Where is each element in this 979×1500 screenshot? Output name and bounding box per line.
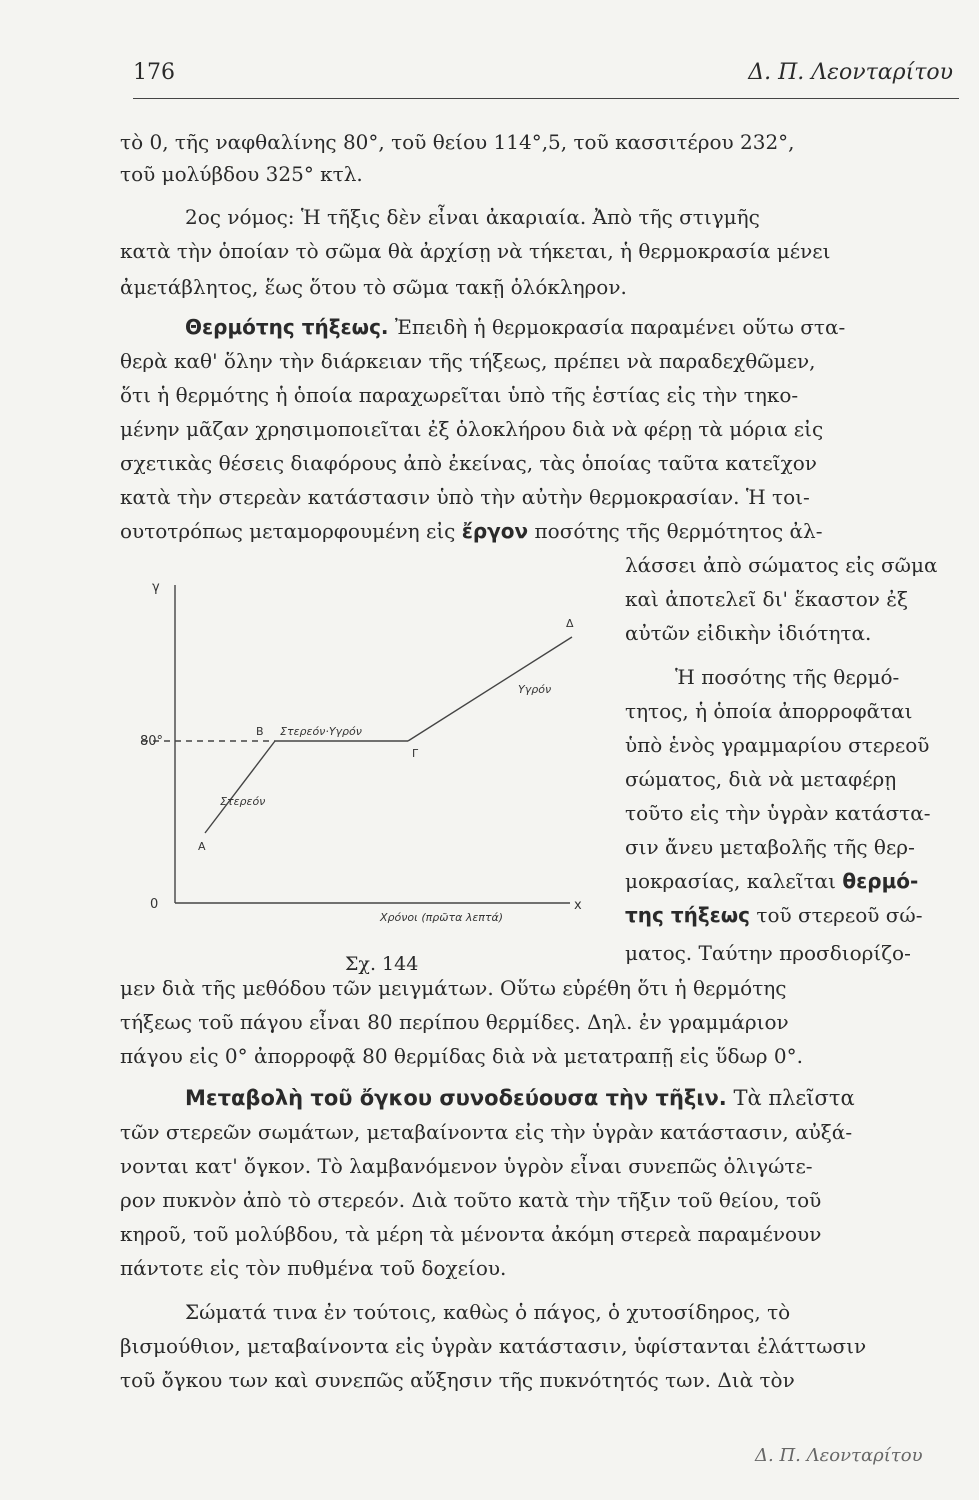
text-line: ἀμετάβλητος, ἕως ὅτου τὸ σῶμα τακῇ ὁλόκληρον. bbox=[120, 275, 627, 299]
text-line: τῶν στερεῶν σωμάτων, μεταβαίνοντα εἰς τὴν ὑγρὰν κατάστασιν, αὐξά- bbox=[120, 1120, 853, 1144]
text-line: βισμούθιον, μεταβαίνοντα εἰς ὑγρὰν κατάστασιν, ὑφίστανται ἐλάττωσιν bbox=[120, 1334, 867, 1358]
text-span: τοῦ στερεοῦ σώ- bbox=[750, 903, 923, 927]
solid-segment bbox=[205, 741, 275, 833]
text-span: Τὰ πλεῖστα bbox=[726, 1086, 855, 1110]
x-axis-label: x bbox=[574, 898, 582, 913]
origin-label: 0 bbox=[150, 897, 159, 912]
text-line: Σώματά τινα ἐν τούτοις, καθὼς ὁ πάγος, ὁ χυτοσίδηρος, τὸ bbox=[185, 1300, 791, 1324]
text-line: πάγου εἰς 0° ἀπορροφᾷ 80 θερμίδας διὰ νὰ μετατραπῇ εἰς ὕδωρ 0°. bbox=[120, 1044, 804, 1068]
text-line: τητος, ἡ ὁποία ἀπορροφᾶται bbox=[625, 699, 913, 723]
text-line: ὑπὸ ἑνὸς γραμμαρίου στερεοῦ bbox=[625, 733, 930, 757]
text-line: σιν ἄνευ μεταβολῆς τῆς θερ- bbox=[625, 835, 915, 859]
text-line: πάντοτε εἰς τὸν πυθμένα τοῦ δοχείου. bbox=[120, 1256, 507, 1280]
text-line bbox=[625, 867, 918, 895]
melting-curve-diagram bbox=[130, 575, 610, 955]
section1-first-line bbox=[185, 313, 845, 341]
text-span: Ἐπειδὴ ἡ θερμοκρασία παραμένει οὕτω στα- bbox=[388, 315, 846, 339]
text-line: σχετικὰς θέσεις διαφόρους ἀπὸ ἐκείνας, τὰς ὁποίας ταῦτα κατεῖχον bbox=[120, 451, 817, 475]
text-line: αὐτῶν εἰδικὴν ἰδιότητα. bbox=[625, 621, 872, 645]
text-line: καὶ ἀποτελεῖ δι' ἕκαστον ἐξ bbox=[625, 587, 909, 611]
point-B: B bbox=[256, 725, 264, 738]
label-liquid: Υγρόν bbox=[518, 683, 552, 696]
text-line: τοῦτο εἰς τὴν ὑγρὰν κατάστα- bbox=[625, 801, 931, 825]
text-line: τήξεως τοῦ πάγου εἶναι 80 περίπου θερμίδες. Δηλ. ἐν γραμμάριον bbox=[120, 1010, 789, 1034]
text-line: νονται κατ' ὄγκον. Τὸ λαμβανόμενον ὑγρὸν εἶναι συνεπῶς ὀλιγώτε- bbox=[120, 1154, 813, 1178]
page-header bbox=[133, 58, 959, 99]
label-mixed: Στερεόν·Υγρόν bbox=[280, 725, 362, 738]
section2-heading: Μεταβολὴ τοῦ ὄγκου συνοδεύουσα τὴν τῆξιν. bbox=[185, 1086, 727, 1110]
text-line: τοῦ ὄγκου των καὶ συνεπῶς αὔξησιν τῆς πυκνότητός των. Διὰ τὸν bbox=[120, 1368, 795, 1392]
page-number: 176 bbox=[133, 60, 175, 85]
text-line: ρον πυκνὸν ἀπὸ τὸ στερεόν. Διὰ τοῦτο κατὰ τὴν τῆξιν τοῦ θείου, τοῦ bbox=[120, 1188, 822, 1212]
section1-heading: Θερμότης τήξεως. bbox=[185, 315, 389, 339]
text-line: Ἡ ποσότης τῆς θερμό- bbox=[675, 665, 900, 689]
term-bold: θερμό- bbox=[842, 869, 919, 893]
text-line: θερὰ καθ' ὅλην τὴν διάρκειαν τῆς τήξεως, πρέπει νὰ παραδεχθῶμεν, bbox=[120, 349, 816, 373]
text-line: κατὰ τὴν στερεὰν κατάστασιν ὑπὸ τὴν αὐτὴν θερμοκρασίαν. Ἡ τοι- bbox=[120, 485, 810, 509]
text-span: μοκρασίας, καλεῖται bbox=[625, 869, 843, 893]
section2-first-line bbox=[185, 1084, 855, 1112]
text-line: μεν διὰ τῆς μεθόδου τῶν μειγμάτων. Οὕτω εὑρέθη ὅτι ἡ θερμότης bbox=[120, 976, 787, 1000]
point-G: Γ bbox=[412, 747, 419, 760]
running-head: Δ. Π. Λεονταρίτου bbox=[748, 60, 953, 85]
text-line: τοῦ μολύβδου 325° κτλ. bbox=[120, 162, 363, 186]
text-line: κατὰ τὴν ὁποίαν τὸ σῶμα θὰ ἀρχίσῃ νὰ τήκεται, ἡ θερμοκρασία μένει bbox=[120, 239, 831, 263]
text-line: μένην μᾶζαν χρησιμοποιεῖται ἐξ ὁλοκλήρου διὰ νὰ φέρῃ τὰ μόρια εἰς bbox=[120, 417, 824, 441]
time-axis-label: Χρόνοι (πρῶτα λεπτά) bbox=[380, 911, 504, 924]
text-line: σώματος, διὰ νὰ μεταφέρῃ bbox=[625, 767, 897, 791]
text-line: ὅτι ἡ θερμότης ἡ ὁποία παραχωρεῖται ὑπὸ τῆς ἑστίας εἰς τὴν τηκο- bbox=[120, 383, 799, 407]
text-line bbox=[120, 517, 822, 545]
text-line: ματος. Ταύτην προσδιορίζο- bbox=[625, 941, 911, 965]
text-line: τὸ 0, τῆς ναφθαλίνης 80°, τοῦ θείου 114°,5, τοῦ κασσιτέρου 232°, bbox=[120, 130, 795, 154]
label-solid: Στερεόν bbox=[220, 795, 266, 808]
figure-caption: Σχ. 144 bbox=[345, 953, 419, 975]
point-A: A bbox=[198, 840, 206, 853]
y-axis-label: γ bbox=[152, 580, 160, 595]
tick-80-label: 80° bbox=[140, 734, 164, 749]
term-ergon: ἔργον bbox=[461, 519, 529, 543]
text-span: ποσότης τῆς θερμότητος ἀλ- bbox=[528, 519, 823, 543]
text-line: 2ος νόμος: Ἡ τῆξις δὲν εἶναι ἀκαριαία. Ἀπὸ τῆς στιγμῆς bbox=[185, 205, 760, 229]
text-line: λάσσει ἀπὸ σώματος εἰς σῶμα bbox=[625, 553, 938, 577]
term-bold: της τήξεως bbox=[625, 903, 751, 927]
text-line bbox=[625, 901, 922, 929]
figure-144 bbox=[130, 575, 610, 955]
point-D: Δ bbox=[566, 617, 574, 630]
text-span: ουτοτρόπως μεταμορφουμένη εἰς bbox=[120, 519, 462, 543]
page-footer: Δ. Π. Λεονταρίτου bbox=[755, 1445, 923, 1466]
text-line: κηροῦ, τοῦ μολύβδου, τὰ μέρη τὰ μένοντα ἀκόμη στερεὰ παραμένουν bbox=[120, 1222, 822, 1246]
